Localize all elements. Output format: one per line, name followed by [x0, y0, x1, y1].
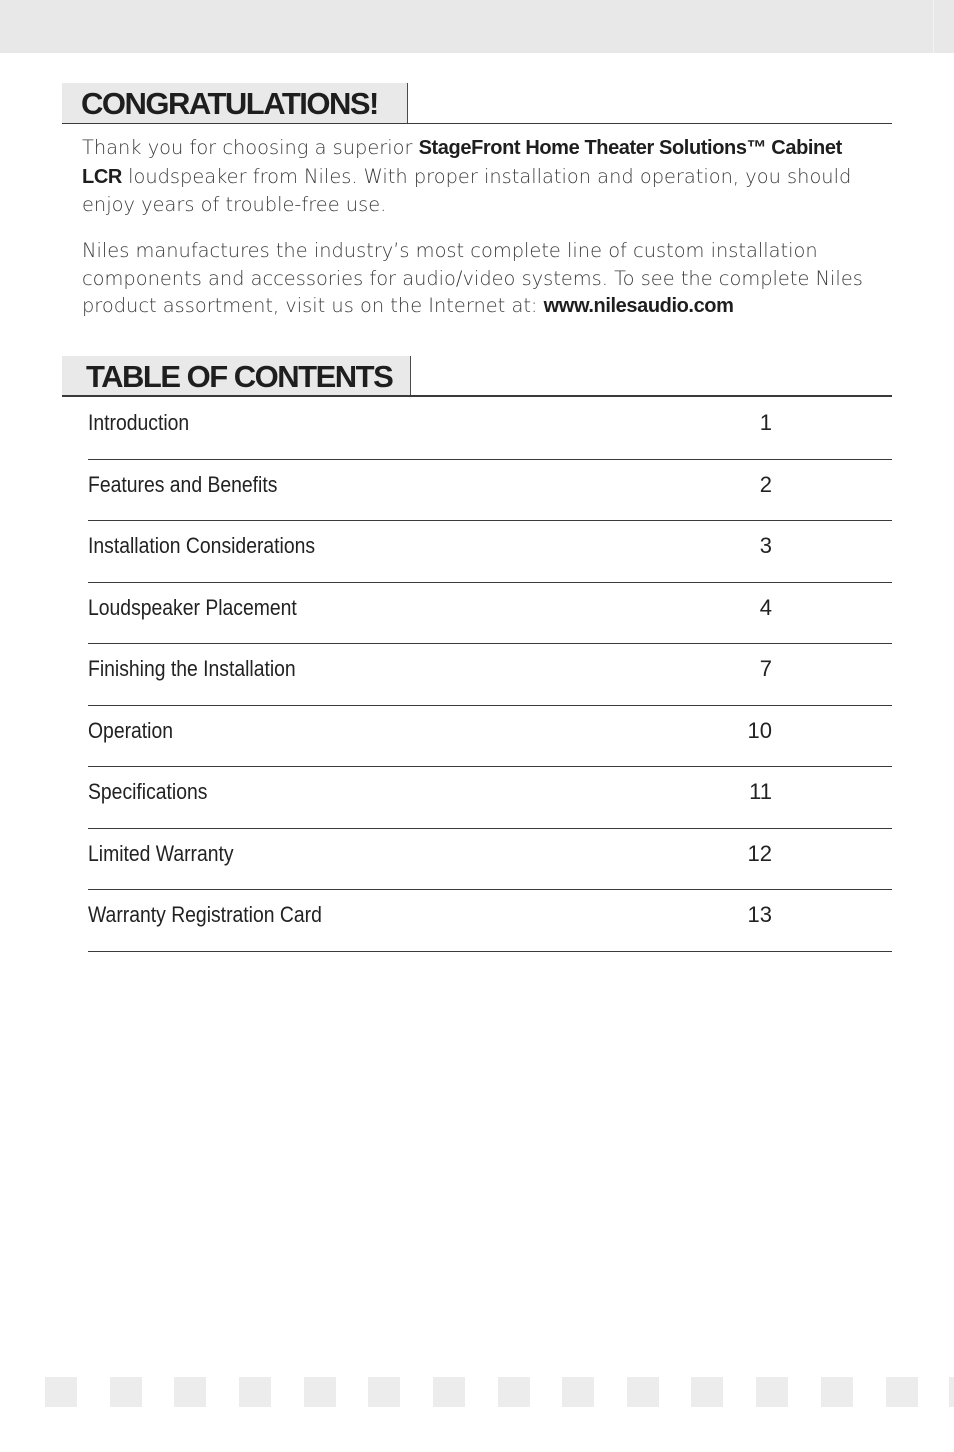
toc-entry-page: 10: [747, 717, 772, 743]
footer-square: [239, 1377, 271, 1407]
footer-square: [110, 1377, 142, 1407]
toc-rule: [62, 395, 892, 397]
toc-entry-title: Loudspeaker Placement: [88, 594, 297, 620]
footer-square: [433, 1377, 465, 1407]
footer-square: [627, 1377, 659, 1407]
toc-entry-title: Features and Benefits: [88, 471, 278, 497]
toc-entry[interactable]: [88, 398, 892, 460]
footer-square: [304, 1377, 336, 1407]
toc-entry-title: Limited Warranty: [88, 840, 234, 866]
toc-entry-page: 12: [747, 840, 772, 866]
intro-text-2: loudspeaker from Niles. With proper installation and operation, you should enjoy years of trouble-free use.: [82, 164, 852, 216]
toc-entry-title: Warranty Registration Card: [88, 902, 322, 927]
footer-square: [821, 1377, 853, 1407]
intro-paragraph: [82, 134, 872, 219]
toc-heading: TABLE OF CONTENTS: [86, 359, 393, 394]
toc-header: [62, 356, 892, 398]
toc-entry[interactable]: [88, 460, 892, 522]
toc-list: [88, 398, 892, 952]
toc-entry-page: 2: [759, 471, 772, 497]
toc-entry-page: 13: [747, 902, 772, 927]
niles-paragraph: [82, 237, 872, 321]
congratulations-heading: CONGRATULATIONS!: [81, 86, 378, 121]
footer-square: [756, 1377, 788, 1407]
toc-entry-title: Finishing the Installation: [88, 656, 296, 681]
niles-text: Niles manufactures the industry’s most complete line of custom installation components and accessories for audio/video systems. To see the complete Niles product assortment, visit us on the Internet at:: [82, 239, 863, 317]
toc-entry-page: 4: [759, 594, 772, 620]
toc-entry-page: 3: [759, 533, 772, 558]
footer-square: [886, 1377, 918, 1407]
top-band: [0, 0, 954, 53]
toc-entry-title: Introduction: [88, 410, 190, 435]
toc-entry[interactable]: [88, 890, 892, 952]
toc-entry-title: Specifications: [88, 779, 208, 804]
website-url: www.nilesaudio.com: [543, 295, 734, 317]
footer-square: [949, 1377, 954, 1407]
product-name: StageFront Home Theater Solutions™ Cabinet LCR: [82, 137, 842, 188]
footer-square: [368, 1377, 400, 1407]
congratulations-header: [62, 83, 892, 125]
footer-square: [562, 1377, 594, 1407]
toc-entry[interactable]: [88, 706, 892, 768]
toc-entry-title: Operation: [88, 717, 174, 743]
footer-square: [691, 1377, 723, 1407]
footer-square: [45, 1377, 77, 1407]
footer-square: [498, 1377, 530, 1407]
toc-entry[interactable]: [88, 829, 892, 891]
toc-entry-page: 7: [759, 656, 772, 681]
toc-entry[interactable]: [88, 583, 892, 645]
toc-entry-page: 11: [749, 779, 772, 804]
toc-entry[interactable]: [88, 521, 892, 583]
congratulations-rule: [62, 123, 892, 124]
toc-entry[interactable]: [88, 644, 892, 706]
top-band-edge: [933, 0, 934, 53]
intro-text-1: Thank you for choosing a superior: [82, 136, 419, 159]
toc-entry-title: Installation Considerations: [88, 533, 316, 558]
toc-entry[interactable]: [88, 767, 892, 829]
footer-square-pattern: [45, 1377, 954, 1407]
footer-square: [174, 1377, 206, 1407]
toc-entry-page: 1: [759, 410, 772, 435]
